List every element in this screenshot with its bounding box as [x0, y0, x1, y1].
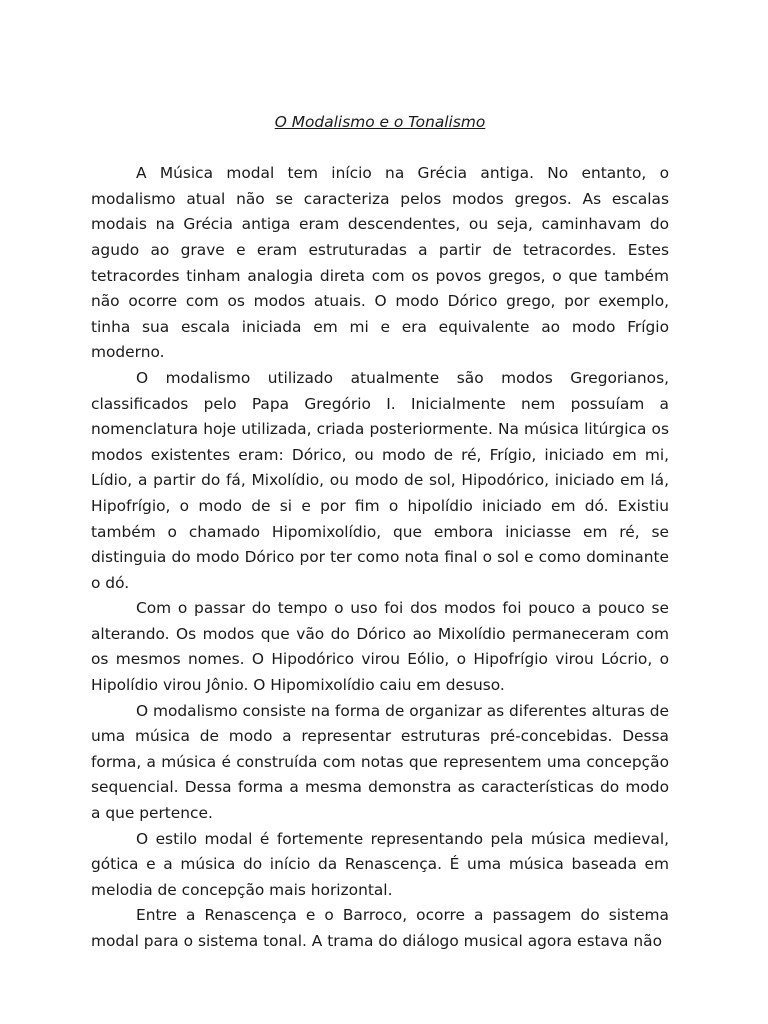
paragraph-1: A Música modal tem início na Grécia antiga. No entanto, o modalismo atual não se caracteriza pelos modos gregos. As escalas modais na Grécia antiga eram descendentes, ou seja, caminhavam do agudo ao grave e eram estruturadas a partir de tetracordes. Estes tetracordes tinham analogia direta com os povos gregos, o que também não ocorre com os modos atuais. O modo Dórico grego, por exemplo, tinha sua escala iniciada em mi e era equivalente ao modo Frígio moderno.	[91, 164, 669, 362]
paragraph-3: Com o passar do tempo o uso foi dos modos foi pouco a pouco se alterando. Os modos que vão do Dórico ao Mixolídio permaneceram com os mesmos nomes. O Hipodórico virou Eólio, o Hipofrígio virou Lócrio, o Hipolídio virou Jônio. O Hipomixolídio caiu em desuso.	[91, 599, 669, 695]
paragraph-5: O estilo modal é fortemente representando pela música medieval, gótica e a música do início da Renascença. É uma música baseada em melodia de concepção mais horizontal.	[91, 829, 669, 899]
document-body	[91, 110, 669, 955]
paragraph-2: O modalismo utilizado atualmente são modos Gregorianos, classificados pelo Papa Gregório I. Inicialmente nem possuíam a nomenclatura hoje utilizada, criada posteriormente. Na música litúrgica os modos existentes eram: Dórico, ou modo de ré, Frígio, iniciado em mi, Lídio, a partir do fá, Mixolídio, ou modo de sol, Hipodórico, iniciado em lá, Hipofrígio, o modo de si e por fim o hipolídio iniciado em dó. Existiu também o chamado Hipomixolídio, que embora iniciasse em ré, se distinguia do modo Dórico por ter como nota final o sol e como dominante o dó.	[91, 368, 669, 592]
document-title: O Modalismo e o Tonalismo	[274, 113, 486, 131]
paragraph-4: O modalismo consiste na forma de organizar as diferentes alturas de uma música de modo a representar estruturas pré-concebidas. Dessa forma, a música é construída com notas que representem uma concepção sequencial. Dessa forma a mesma demonstra as características do modo a que pertence.	[91, 701, 669, 823]
paragraph-6: Entre a Renascença e o Barroco, ocorre a passagem do sistema modal para o sistema tonal. A trama do diálogo musical agora estava não	[91, 906, 669, 950]
